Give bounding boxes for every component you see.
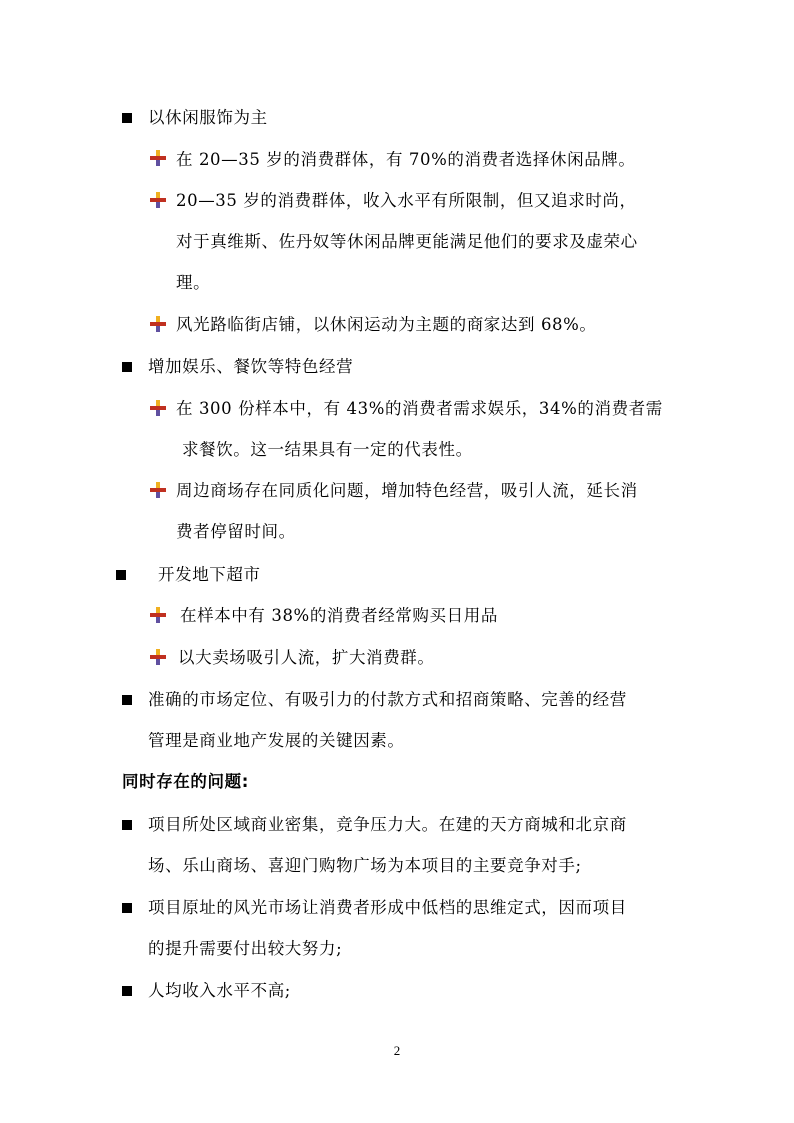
square-bullet-icon	[122, 695, 132, 705]
arrow-bullet-icon	[150, 192, 166, 208]
sub-2-1-line-2: 求餐饮。这一结果具有一定的代表性。	[182, 440, 473, 459]
bullet-4-line-1: 准确的市场定位、有吸引力的付款方式和招商策略、完善的经营	[148, 690, 627, 709]
problem-1-line-2: 场、乐山商场、喜迎门购物广场为本项目的主要竞争对手;	[148, 856, 582, 875]
sub-2-2-line-2: 费者停留时间。	[176, 522, 296, 541]
square-bullet-icon	[122, 986, 132, 996]
bullet-1-text: 以休闲服饰为主	[148, 108, 268, 127]
problem-2-line-1: 项目原址的风光市场让消费者形成中低档的思维定式，因而项目	[148, 898, 627, 917]
square-bullet-icon	[116, 570, 126, 580]
sub-1-3-text: 风光路临街店铺，以休闲运动为主题的商家达到 68%。	[176, 315, 597, 334]
sub-2-1-line-1: 在 300 份样本中，有 43%的消费者需求娱乐，34%的消费者需	[176, 399, 663, 418]
problems-heading: 同时存在的问题:	[122, 772, 249, 791]
sub-1-2-line-2: 对于真维斯、佐丹奴等休闲品牌更能满足他们的要求及虚荣心	[176, 232, 638, 251]
square-bullet-icon	[122, 113, 132, 123]
bullet-3-text: 开发地下超市	[158, 565, 261, 584]
sub-1-2-line-3: 理。	[176, 273, 211, 292]
bullet-4-line-2: 管理是商业地产发展的关键因素。	[148, 731, 405, 750]
square-bullet-icon	[122, 362, 132, 372]
arrow-bullet-icon	[150, 649, 166, 665]
page-number: 2	[393, 1043, 401, 1058]
sub-3-1-text: 在样本中有 38%的消费者经常购买日用品	[180, 606, 498, 625]
sub-1-1-text: 在 20—35 岁的消费群体，有 70%的消费者选择休闲品牌。	[176, 150, 636, 169]
arrow-bullet-icon	[150, 607, 166, 623]
problem-3-text: 人均收入水平不高;	[148, 981, 291, 1000]
square-bullet-icon	[122, 820, 132, 830]
arrow-bullet-icon	[150, 482, 166, 498]
arrow-bullet-icon	[150, 400, 166, 416]
sub-1-2-line-1: 20—35 岁的消费群体，收入水平有所限制，但又追求时尚，	[176, 191, 637, 210]
arrow-bullet-icon	[150, 316, 166, 332]
square-bullet-icon	[122, 903, 132, 913]
problem-1-line-1: 项目所处区域商业密集，竞争压力大。在建的天方商城和北京商	[148, 815, 627, 834]
problem-2-line-2: 的提升需要付出较大努力;	[148, 939, 343, 958]
sub-3-2-text: 以大卖场吸引人流，扩大消费群。	[178, 648, 435, 667]
sub-2-2-line-1: 周边商场存在同质化问题，增加特色经营，吸引人流，延长消	[176, 481, 638, 500]
arrow-bullet-icon	[150, 150, 166, 166]
bullet-2-text: 增加娱乐、餐饮等特色经营	[148, 357, 354, 376]
